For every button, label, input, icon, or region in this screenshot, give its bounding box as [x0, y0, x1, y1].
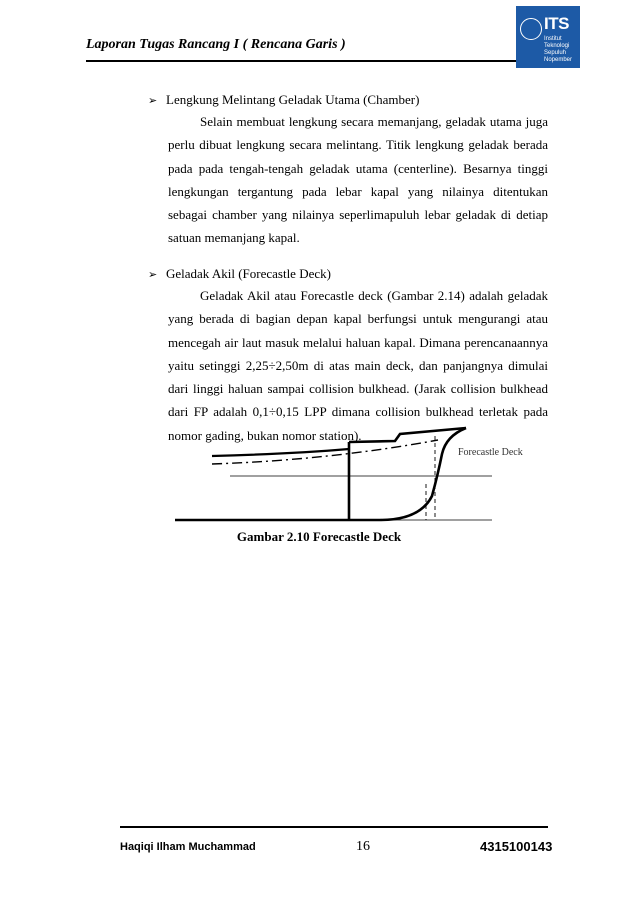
forecastle-label: Forecastle Deck: [458, 447, 523, 458]
main-deck-line: [212, 449, 349, 456]
section-heading-chamber: ➢ Lengkung Melintang Geladak Utama (Chamber): [148, 92, 420, 107]
paragraph-forecastle: Geladak Akil atau Forecastle deck (Gambar 2.14) adalah geladak yang berada di bagian depan kapal berfungsi untuk mengurangi atau mencegah air laut masuk melalui haluan kapal. Dimana perencanaannya yaitu setinggi 2,25÷2,50m di atas main deck, dan panjangnya dimulai dari linggi haluan sampai collision bulkhead. (Jarak collision bulkhead dari FP adalah 0,1÷0,15 LPP dimana collision bulkhead terletak pada nomor gading, bukan nomor station).: [168, 288, 548, 443]
footer-rule: [120, 826, 548, 828]
figure-caption: Gambar 2.10 Forecastle Deck: [236, 529, 402, 544]
logo-subtitle: Institut Teknologi Sepuluh Nopember: [544, 36, 573, 63]
header-rule: [86, 60, 548, 62]
section-heading-forecastle: ➢ Geladak Akil (Forecastle Deck): [148, 266, 331, 281]
paragraph-chamber: Selain membuat lengkung secara memanjang, geladak utama juga perlu dibuat lengkung secara melintang. Titik lengkung geladak berada pada pada tengah-tengah geladak utama (centerline). Besarnya tinggi lengkungan tergantung pada lebar kapal yang nilainya ditentukan sebagai chamber yang nilainya seperlimapuluh lebar geladak di detiap satuan memanjang kapal.: [168, 114, 548, 246]
arrow-bullet-icon: ➢: [148, 94, 158, 107]
page-number: 16: [356, 839, 370, 854]
sheer-centerline: [212, 440, 438, 464]
report-title: Laporan Tugas Rancang I ( Rencana Garis ): [86, 37, 346, 52]
forecastle-diagram: [170, 424, 540, 532]
arrow-bullet-icon: ➢: [148, 268, 158, 281]
author-name: Haqiqi Ilham Muchammad: [120, 841, 256, 853]
logo-wordmark: ITS: [544, 14, 569, 33]
hull-outline: [175, 428, 466, 520]
seal-icon: [520, 18, 542, 40]
its-logo: [516, 6, 580, 68]
forecastle-drawing: [170, 424, 540, 532]
student-id: 4315100143: [480, 839, 553, 854]
